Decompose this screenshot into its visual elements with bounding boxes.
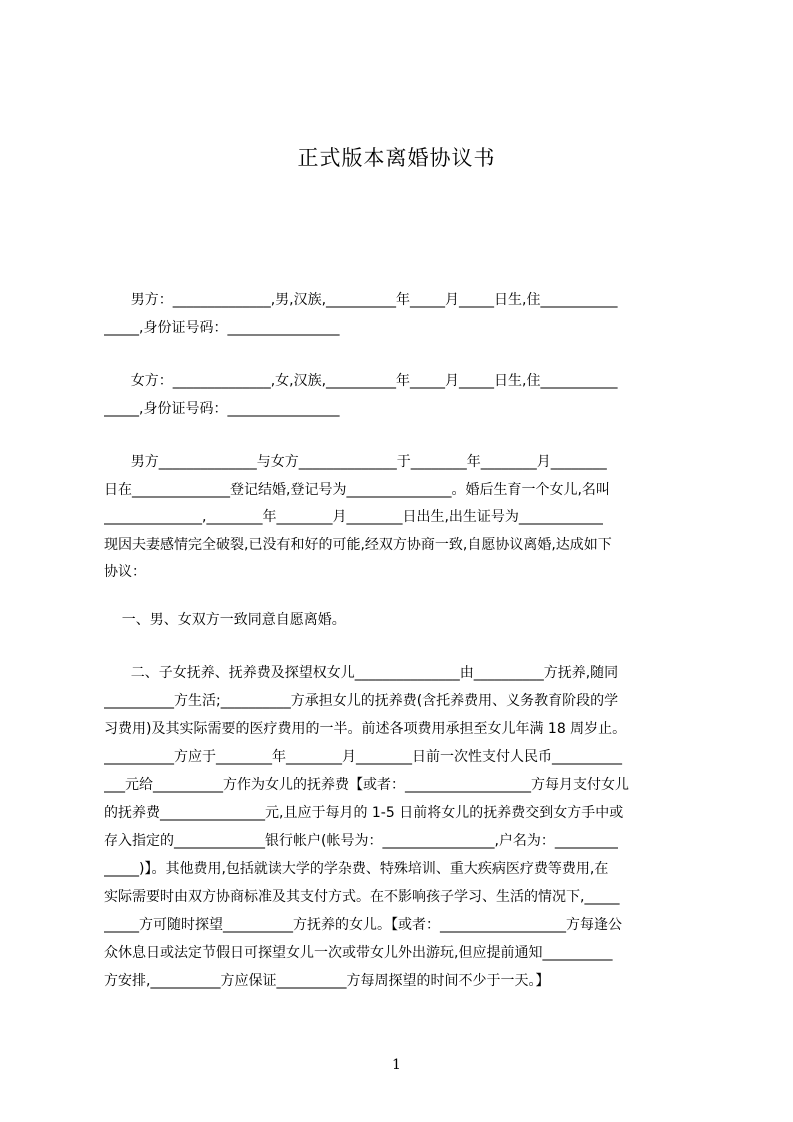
text-line: 男方：______________,男,汉族,__________年_____月_____日生,住___________ bbox=[104, 292, 618, 308]
document-title: 正式版本离婚协议书 bbox=[297, 146, 496, 170]
text-line: 实际需要时由双方协商标准及其支付方式。在不影响孩子学习、生活的情况下,_____ bbox=[104, 889, 620, 905]
text-line: _____,身份证号码：________________ bbox=[104, 320, 340, 336]
text-line: 众休息日或法定节假日可探望女儿一次或带女儿外出游玩,但应提前通知__________ bbox=[104, 945, 613, 961]
text-line: _____,身份证号码：________________ bbox=[104, 401, 340, 417]
text-line: 一、男、女双方一致同意自愿离婚。 bbox=[104, 612, 346, 628]
text-line: __________方生活;__________方承担女儿的抚养费(含托养费用、义务教育阶段的学 bbox=[104, 693, 619, 709]
text-line: 男方______________与女方______________于________年________月________ bbox=[104, 454, 607, 470]
text-line: 习费用)及其实际需要的医疗费用的一半。前述各项费用承担至女儿年满 18 周岁止。 bbox=[104, 721, 627, 737]
text-line: 现因夫妻感情完全破裂,已没有和好的可能,经双方协商一致,自愿协议离婚,达成如下 bbox=[104, 537, 612, 553]
text-line: ______________,________年________月________日出生,出生证号为____________ bbox=[104, 509, 603, 525]
text-line: 日在______________登记结婚,登记号为_______________。婚后生育一个女儿,名叫 bbox=[104, 482, 610, 498]
text-line: _____方可随时探望__________方抚养的女儿。【或者：__________________方每逢公 bbox=[104, 917, 622, 933]
text-line: 协议： bbox=[104, 564, 146, 580]
page-number: 1 bbox=[392, 1057, 401, 1073]
text-line: 女方：______________,女,汉族,__________年_____月_____日生,住___________ bbox=[104, 373, 618, 389]
text-line: 的抚养费_______________元,且应于每月的 1-5 日前将女儿的抚养费交到女方手中或 bbox=[104, 805, 624, 821]
text-line: ___元给__________方作为女儿的抚养费【或者：__________________方每月支付女儿 bbox=[104, 777, 629, 793]
text-line: 二、子女抚养、抚养费及探望权女儿_______________由__________方抚养,随同 bbox=[104, 665, 619, 681]
text-line: _____)】。其他费用,包括就读大学的学杂费、特殊培训、重大疾病医疗费等费用,在 bbox=[104, 861, 609, 877]
text-line: 方安排,__________方应保证__________方每周探望的时间不少于一天。】 bbox=[104, 973, 550, 989]
text-line: __________方应于________年________月________日前一次性支付人民币__________ bbox=[104, 749, 622, 765]
text-line: 存入指定的_____________银行帐户(帐号为：________________,户名为：_________ bbox=[104, 833, 618, 849]
